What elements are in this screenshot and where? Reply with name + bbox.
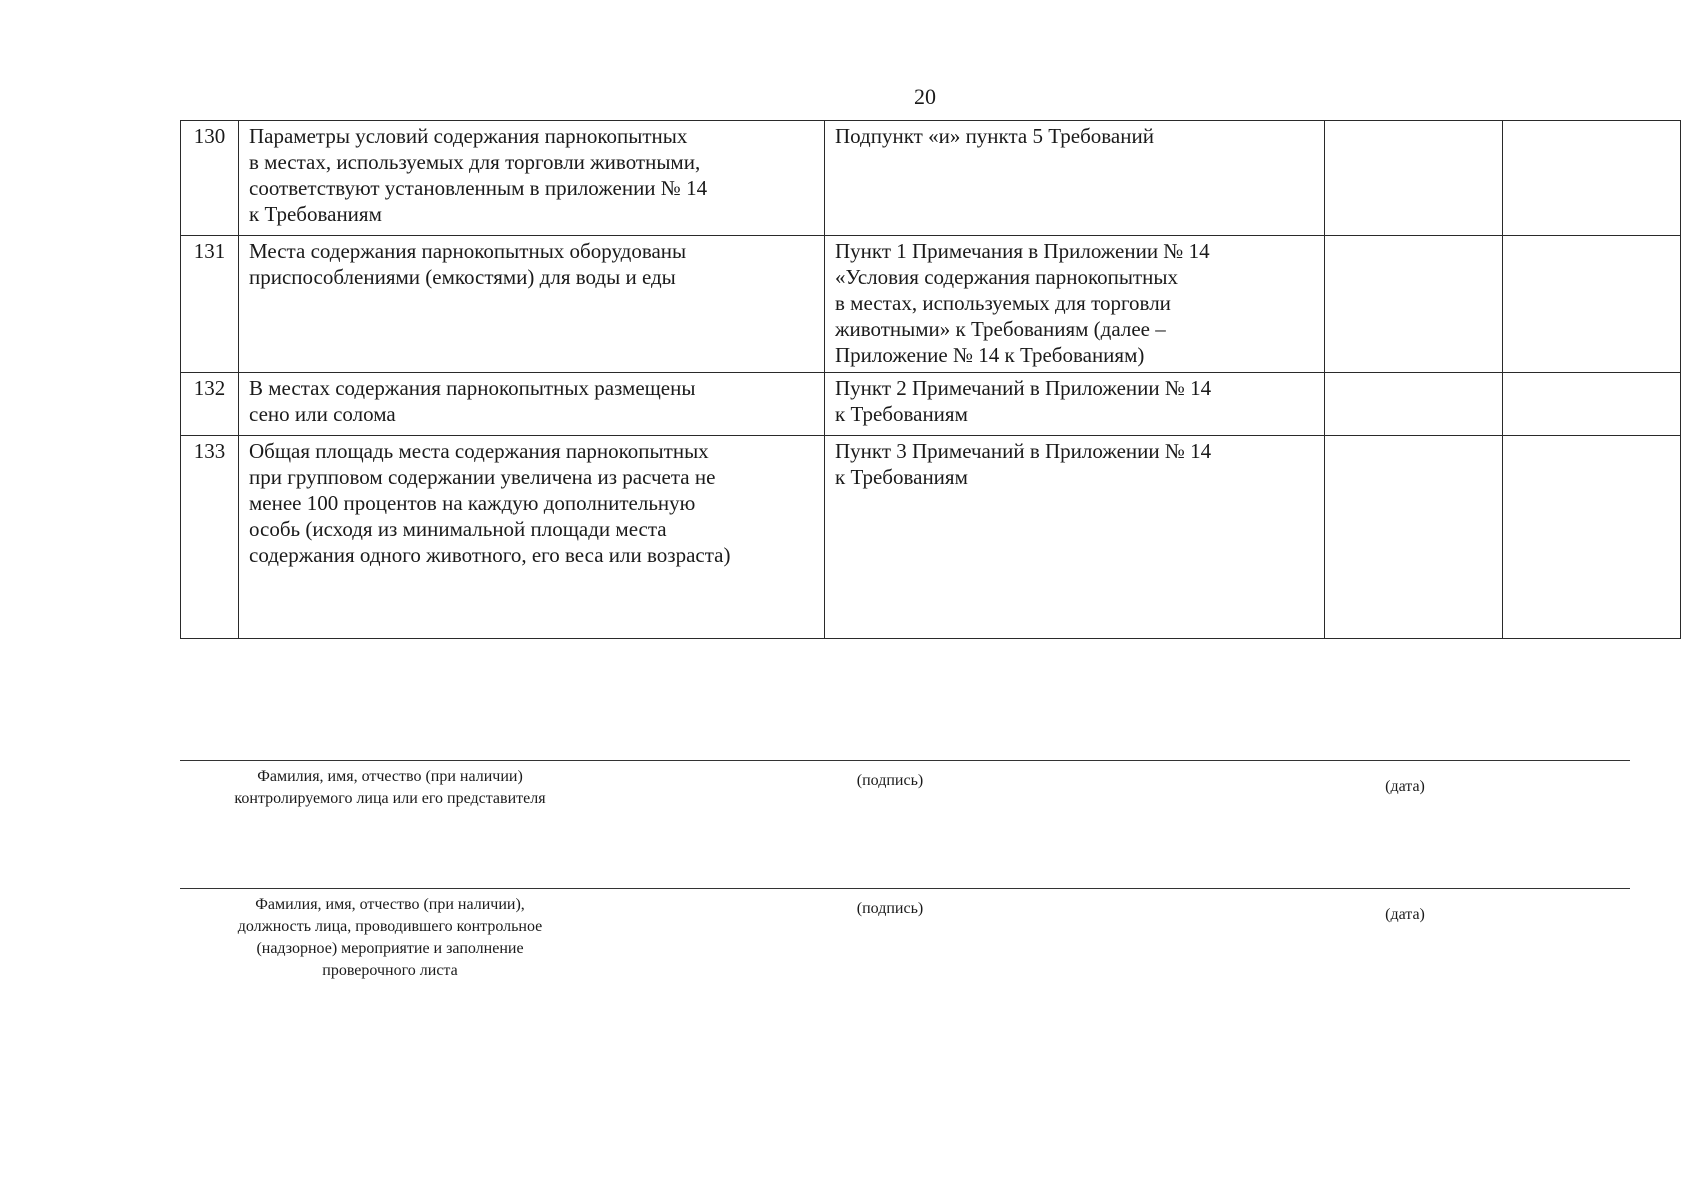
- reference-text: Пункт 1 Примечания в Приложении № 14 «Условия содержания парнокопытных в местах, используемых для торговли животными» к Требованиям (далее – Приложение № 14 к Требованиям): [825, 236, 1325, 373]
- note-cell[interactable]: [1503, 436, 1681, 639]
- date-caption: (дата): [1385, 778, 1425, 795]
- reference-text: Пункт 2 Примечаний в Приложении № 14 к Требованиям: [825, 373, 1325, 436]
- answer-cell[interactable]: [1325, 373, 1503, 436]
- signature-line[interactable]: [180, 760, 1630, 761]
- table-row: [181, 373, 1681, 436]
- answer-cell[interactable]: [1325, 436, 1503, 639]
- signature-block-controlled-person: [180, 760, 1630, 880]
- table-row: [181, 436, 1681, 639]
- answer-cell[interactable]: [1325, 121, 1503, 236]
- name-caption: Фамилия, имя, отчество (при наличии) контролируемого лица или его представителя: [234, 768, 546, 807]
- note-cell[interactable]: [1503, 121, 1681, 236]
- requirement-text: Места содержания парнокопытных оборудованы приспособлениями (емкостями) для воды и еды: [239, 236, 825, 373]
- row-number: 133: [181, 436, 239, 639]
- requirement-text: Общая площадь места содержания парнокопытных при групповом содержании увеличена из расчета не менее 100 процентов на каждую дополнительную особь (исходя из минимальной площади места содержания одного животного, его веса или возраста): [239, 436, 825, 639]
- table-row: [181, 121, 1681, 236]
- note-cell[interactable]: [1503, 373, 1681, 436]
- reference-text: Пункт 3 Примечаний в Приложении № 14 к Требованиям: [825, 436, 1325, 639]
- note-cell[interactable]: [1503, 236, 1681, 373]
- row-number: 132: [181, 373, 239, 436]
- answer-cell[interactable]: [1325, 236, 1503, 373]
- date-caption: (дата): [1385, 906, 1425, 923]
- reference-text: Подпункт «и» пункта 5 Требований: [825, 121, 1325, 236]
- table-row: [181, 236, 1681, 373]
- signature-block-inspector: [180, 888, 1630, 1008]
- name-caption: Фамилия, имя, отчество (при наличии), должность лица, проводившего контрольное (надзорное) мероприятие и заполнение проверочного листа: [237, 896, 543, 979]
- row-number: 130: [181, 121, 239, 236]
- requirement-text: В местах содержания парнокопытных размещены сено или солома: [239, 373, 825, 436]
- signature-line[interactable]: [180, 888, 1630, 889]
- signature-caption: (подпись): [856, 772, 924, 789]
- page-number: 20: [914, 84, 936, 109]
- row-number: 131: [181, 236, 239, 373]
- checklist-table: [180, 120, 1681, 639]
- requirement-text: Параметры условий содержания парнокопытных в местах, используемых для торговли животными, соответствуют установленным в приложении № 14 к Требованиям: [239, 121, 825, 236]
- signature-caption: (подпись): [856, 900, 924, 917]
